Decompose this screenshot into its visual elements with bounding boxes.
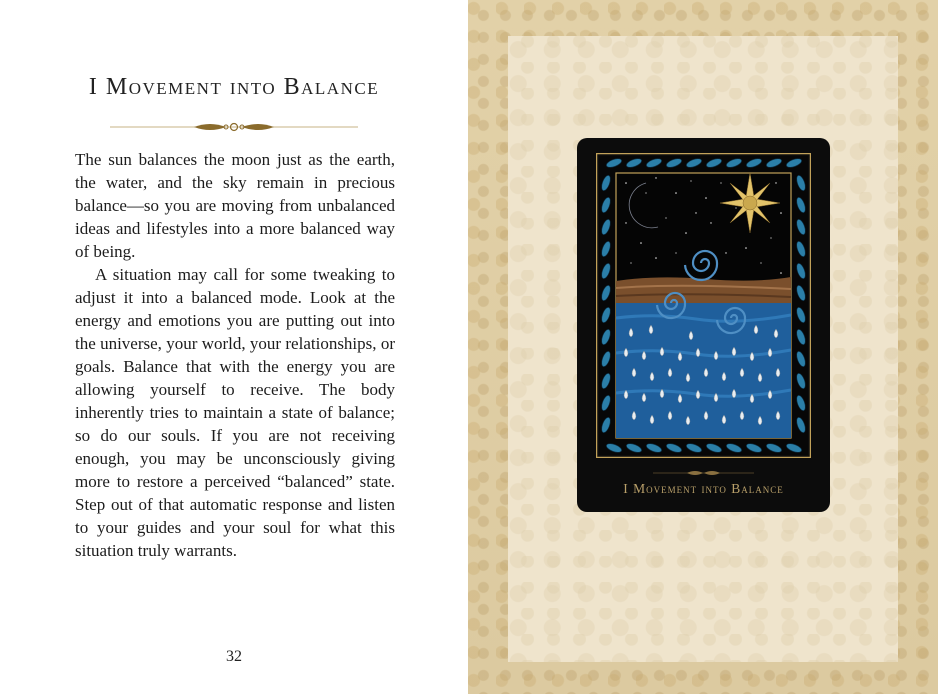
chapter-title: I Movement into Balance (88, 74, 380, 100)
ornament-divider (110, 119, 358, 135)
card-ornament (653, 469, 754, 477)
paragraph: The sun balances the moon just as the earth, the water, and the sky remain in precious balance—so you are moving from unbalanced ideas and lifestyles into a more balanced way of being. (75, 150, 395, 261)
left-page (0, 0, 468, 694)
card-title: I Movement into Balance (623, 481, 784, 496)
card-illustration (596, 153, 811, 458)
right-page (468, 0, 938, 694)
page-number: 32 (226, 648, 242, 665)
paragraph: A situation may call for some tweaking to adjust it into a balanced mode. Look at the energy and emotions you are putting out into the universe, your world, your relationships, or goals. Balance that with the energy you are allowing yourself to receive. The body inherently tries to maintain a state of balance; so do our souls. If you are not receiving enough, you may be unconsciously giving more to restore a perceived “balanced” state. Step out of that automatic response and listen to your guides and your soul for what this situation truly warrants. (75, 265, 395, 560)
body-text (75, 148, 395, 562)
oracle-card (577, 138, 830, 512)
